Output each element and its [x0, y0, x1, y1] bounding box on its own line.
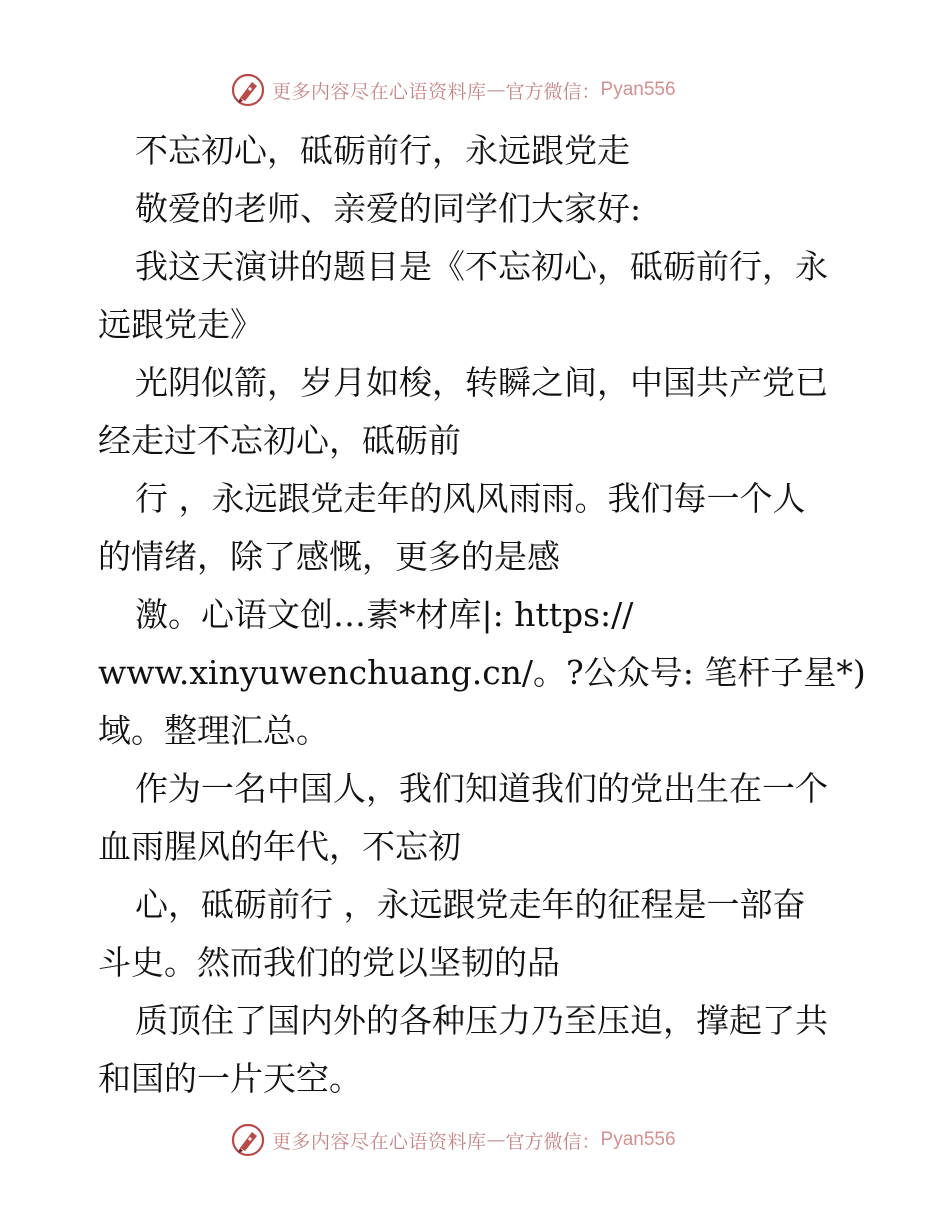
- greeting-line: 敬爱的老师、亲爱的同学们大家好:: [135, 189, 642, 228]
- body-line: 远跟党走》: [98, 305, 263, 344]
- banner-wechat-label: 官方微信：: [505, 1130, 601, 1153]
- body-line: 心，砥砺前行 ，永远跟党走年的征程是一部奋: [135, 885, 806, 924]
- banner-separator: —: [486, 79, 506, 101]
- body-line-url: www.xinyuwenchuang.cn/。?公众号: 笔杆子星*): [98, 653, 866, 692]
- body-line: 质顶住了国内外的各种压力乃至压迫，撑起了共: [135, 1001, 828, 1040]
- body-line: 激。心语文创…素*材库|: https://: [135, 595, 634, 634]
- body-line: 和国的一片天空。: [98, 1059, 362, 1098]
- body-line: 的情绪，除了感慨，更多的是感: [98, 537, 560, 576]
- document-body: [98, 122, 866, 1108]
- header-banner: [230, 70, 750, 110]
- pen-logo-icon: [230, 1122, 266, 1158]
- body-line: 斗史。然而我们的党以坚韧的品: [98, 943, 560, 982]
- speech-title: 不忘初心，砥砺前行，永远跟党走: [135, 131, 630, 170]
- body-line: 我这天演讲的题目是《不忘初心，砥砺前行，永: [135, 247, 828, 286]
- body-line: 行 ，永远跟党走年的风风雨雨。我们每一个人: [135, 479, 806, 518]
- body-line: 作为一名中国人，我们知道我们的党出生在一个: [135, 769, 828, 808]
- footer-banner: [230, 1120, 750, 1160]
- banner-text: 更多内容尽在心语资料库: [272, 80, 487, 103]
- body-line: 域。整理汇总。: [98, 711, 329, 750]
- body-line: 血雨腥风的年代，不忘初: [98, 827, 461, 866]
- body-line: 光阴似箭，岁月如梭，转瞬之间，中国共产党已: [135, 363, 828, 402]
- banner-text: 更多内容尽在心语资料库: [272, 1130, 487, 1153]
- body-line: 经走过不忘初心，砥砺前: [98, 421, 461, 460]
- banner-wechat-label: 官方微信：: [505, 80, 601, 103]
- banner-separator: —: [486, 1129, 506, 1151]
- banner-wechat-id: Pyan556: [600, 79, 676, 100]
- pen-logo-icon: [230, 72, 266, 108]
- banner-wechat-id: Pyan556: [600, 1129, 676, 1150]
